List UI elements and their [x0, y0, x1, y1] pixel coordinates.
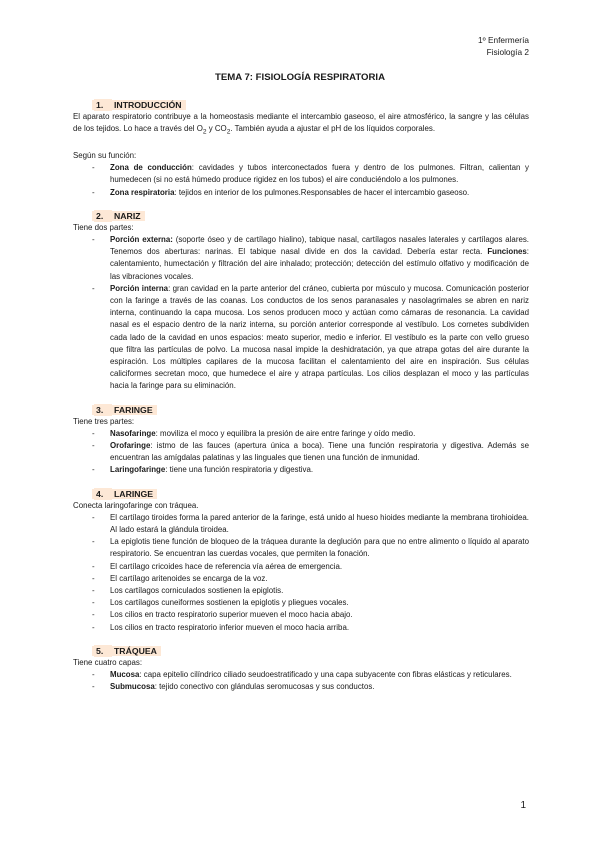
section-heading-nariz: 2. NARIZ	[92, 210, 529, 222]
section-heading-introduccion: 1. INTRODUCCIÓN	[92, 99, 529, 111]
section-lead: Tiene cuatro capas:	[73, 657, 143, 667]
bullet-list	[73, 234, 529, 393]
list-item: - El cartílago tiroides forma la pared anterior de la faringe, está unido al hueso hioides mediante la membrana tirohioidea. Al lado estará la glándula tiroidea.	[73, 512, 529, 536]
list-item: - Porción interna: gran cavidad en la parte anterior del cráneo, cubierta por músculo y mucosa. Comunicación posterior con la faringe a través de las coanas. Los conductos de los senos paranasales y nasolagrimales se abren en nariz interna, continuando la capa mucosa. Los senos producen moco y actúan como cámaras de resonancia. La cavidad nasal es el espacio dentro de la nariz interna, su porción anterior corresponde al vestíbulo. Los cornetes subdividen cada lado de la cavidad en unos espacios: meato superior, medio e inferior. El vestíbulo es la parte con vello grueso que filtra las partículas de polvo. La mucosa nasal impide la deshidratación, ya que atrapa gotas del aire durante la espiración. Los múltiples capilares de la mucosa facilitan el calentamiento del aire en inspiración. Sus células caliciformes secretan moco, que humedece el aire y atrapa partículas. Los cilios desplazan el moco y las partículas hacia la faringe para su eliminación.	[73, 283, 529, 393]
list-item: - Mucosa: capa epitelio cilíndrico ciliado seudoestratificado y una capa subyacente con fibras elásticas y reticulares.	[73, 669, 529, 681]
list-item: - Nasofaringe: moviliza el moco y equilibra la presión de aire entre faringe y oído medio.	[73, 428, 529, 440]
bullet-list	[73, 512, 529, 634]
bullet-list	[73, 162, 529, 199]
list-item: - El cartílago cricoides hace de referencia vía aérea de emergencia.	[73, 561, 529, 573]
bullet-list	[73, 669, 529, 693]
section-lead: Según su función:	[73, 150, 137, 160]
header-course: 1º Enfermería	[478, 35, 529, 45]
list-item: - El cartílago aritenoides se encarga de la voz.	[73, 573, 529, 585]
section-lead: Tiene dos partes:	[73, 222, 134, 232]
section-heading-laringe: 4. LARINGE	[92, 488, 529, 500]
list-item: - Los cilios en tracto respiratorio superior mueven el moco hacia abajo.	[73, 609, 529, 621]
list-item: - Submucosa: tejido conectivo con glándulas seromucosas y sus conductos.	[73, 681, 529, 693]
page-number: 1	[520, 800, 526, 811]
section-heading-faringe: 3. FARINGE	[92, 404, 529, 416]
list-item: - Laringofaringe: tiene una función respiratoria y digestiva.	[73, 464, 529, 476]
bullet-list	[73, 428, 529, 477]
section-lead: Tiene tres partes:	[73, 416, 135, 426]
header-subject: Fisiología 2	[486, 46, 529, 57]
section-lead: Conecta laringofaringe con tráquea.	[73, 500, 199, 510]
document-body	[73, 99, 529, 694]
list-item: - Zona respiratoria: tejidos en interior de los pulmones.Responsables de hacer el intercambio gaseoso.	[73, 187, 529, 199]
list-item: - Los cartílagos cuneiformes sostienen la epiglotis y pliegues vocales.	[73, 597, 529, 609]
intro-paragraph: El aparato respiratorio contribuye a la homeostasis mediante el intercambio gaseoso, el aire atmosférico, la sangre y las células de los tejidos. Lo hace a través del $O_2$ y $CO_2$. También ayuda a ajustar el pH de los líquidos corporales.	[73, 112, 529, 136]
page-header	[478, 35, 529, 58]
list-item: - Los cilios en tracto respiratorio inferior mueven el moco hacia arriba.	[73, 622, 529, 634]
list-item: - Orofaringe: istmo de las fauces (apertura única a boca). Tiene una función respiratoria y digestiva. Además se encuentran las amígdalas palatinas y las linguales que tienen una función de inmunidad.	[73, 440, 529, 464]
list-item: - Porción externa: (soporte óseo y de cartílago hialino), tabique nasal, cartílagos nasales laterales y cartílagos alares. Tenemos dos aberturas: narinas. El tabique nasal divide en dos la cavidad. Debería estar recta. Funciones: calentamiento, humectación y filtración del aire inhalado; protección; detección del estímulo olfativo y modificación de las vibraciones vocales.	[73, 234, 529, 283]
list-item: - Los cartílagos corniculados sostienen la epiglotis.	[73, 585, 529, 597]
document-title: TEMA 7: FISIOLOGÍA RESPIRATORIA	[214, 72, 386, 83]
list-item: - La epiglotis tiene función de bloqueo de la tráquea durante la deglución para que no entre alimento o líquido al aparato respiratorio. Se encuentran las cuerdas vocales, que permiten la fonación.	[73, 536, 529, 560]
section-heading-traquea: 5. TRÁQUEA	[92, 645, 529, 657]
list-item: - Zona de conducción: cavidades y tubos interconectados fuera y dentro de los pulmones. Filtran, calientan y humedecen (si no está húmedo produce rigidez en los tubos) el aire conduciéndolo a los pulmones.	[73, 162, 529, 186]
